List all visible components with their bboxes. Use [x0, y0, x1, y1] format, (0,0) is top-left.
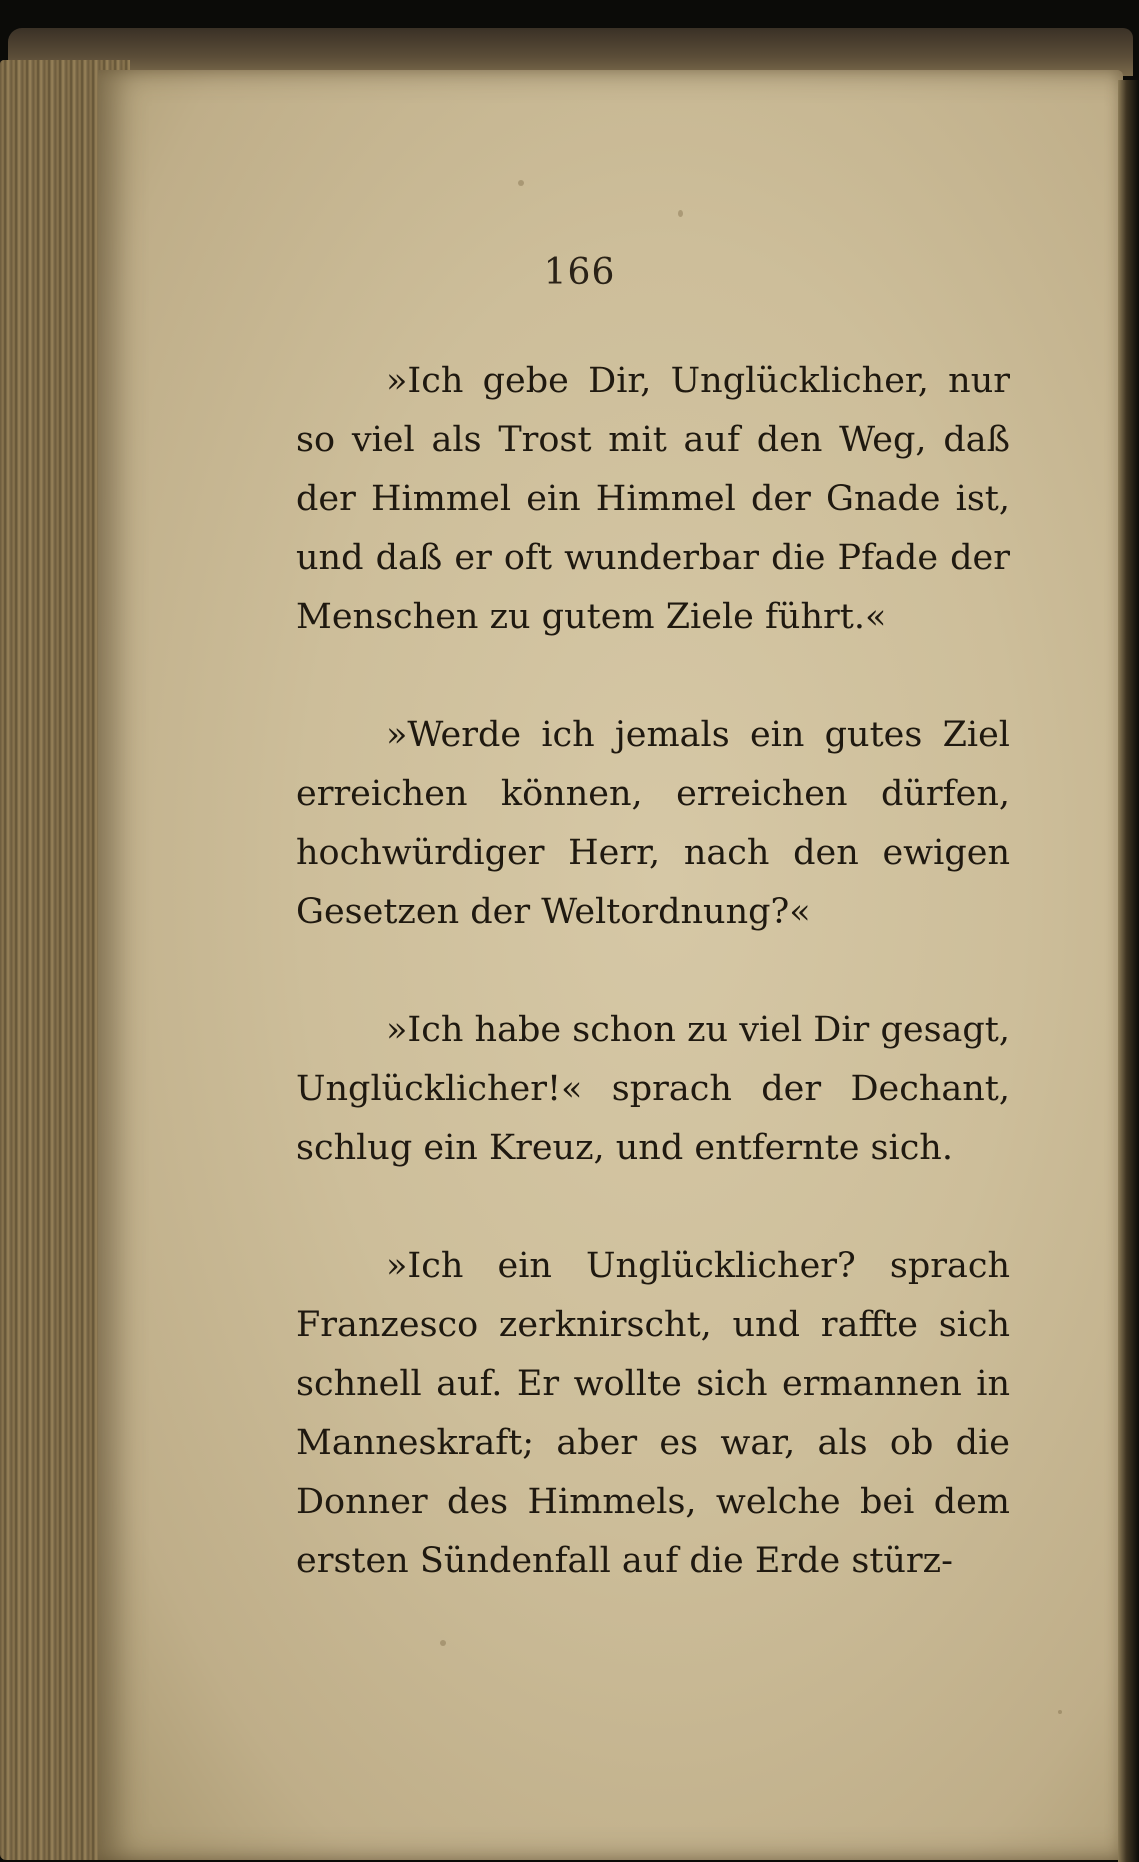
paper-stain [518, 180, 524, 186]
page-body [296, 352, 1010, 1591]
paragraph: »Ich gebe Dir, Unglücklicher, nur so viel als Trost mit auf den Weg, daß der Himmel ein Himmel der Gnade ist, und daß er oft wunderbar die Pfade der Menschen zu gutem Ziele führt.« [296, 361, 1010, 637]
paragraph: »Ich habe schon zu viel Dir gesagt, Unglücklicher!« sprach der Dechant, schlug ein Kreuz, und entfernte sich. [296, 1010, 1010, 1168]
paragraph: »Ich ein Unglücklicher? sprach Franzesco zerknirscht, und raffte sich schnell auf. Er wollte sich ermannen in Manneskraft; aber es war, als ob die Donner des Himmels, welche bei dem ersten Sündenfall auf die Erde stürz- [296, 1246, 1010, 1581]
paper-stain [1058, 1710, 1062, 1714]
page-right-edge [1118, 80, 1139, 1862]
paper-stain [678, 210, 683, 217]
paragraph: »Werde ich jemals ein gutes Ziel erreichen können, erreichen dürfen, hochwürdiger Herr, nach den ewigen Gesetzen der Weltordnung?« [296, 715, 1010, 932]
paper-stain [440, 1640, 446, 1646]
book-binding [8, 28, 1133, 76]
page-number: 166 [543, 252, 616, 293]
